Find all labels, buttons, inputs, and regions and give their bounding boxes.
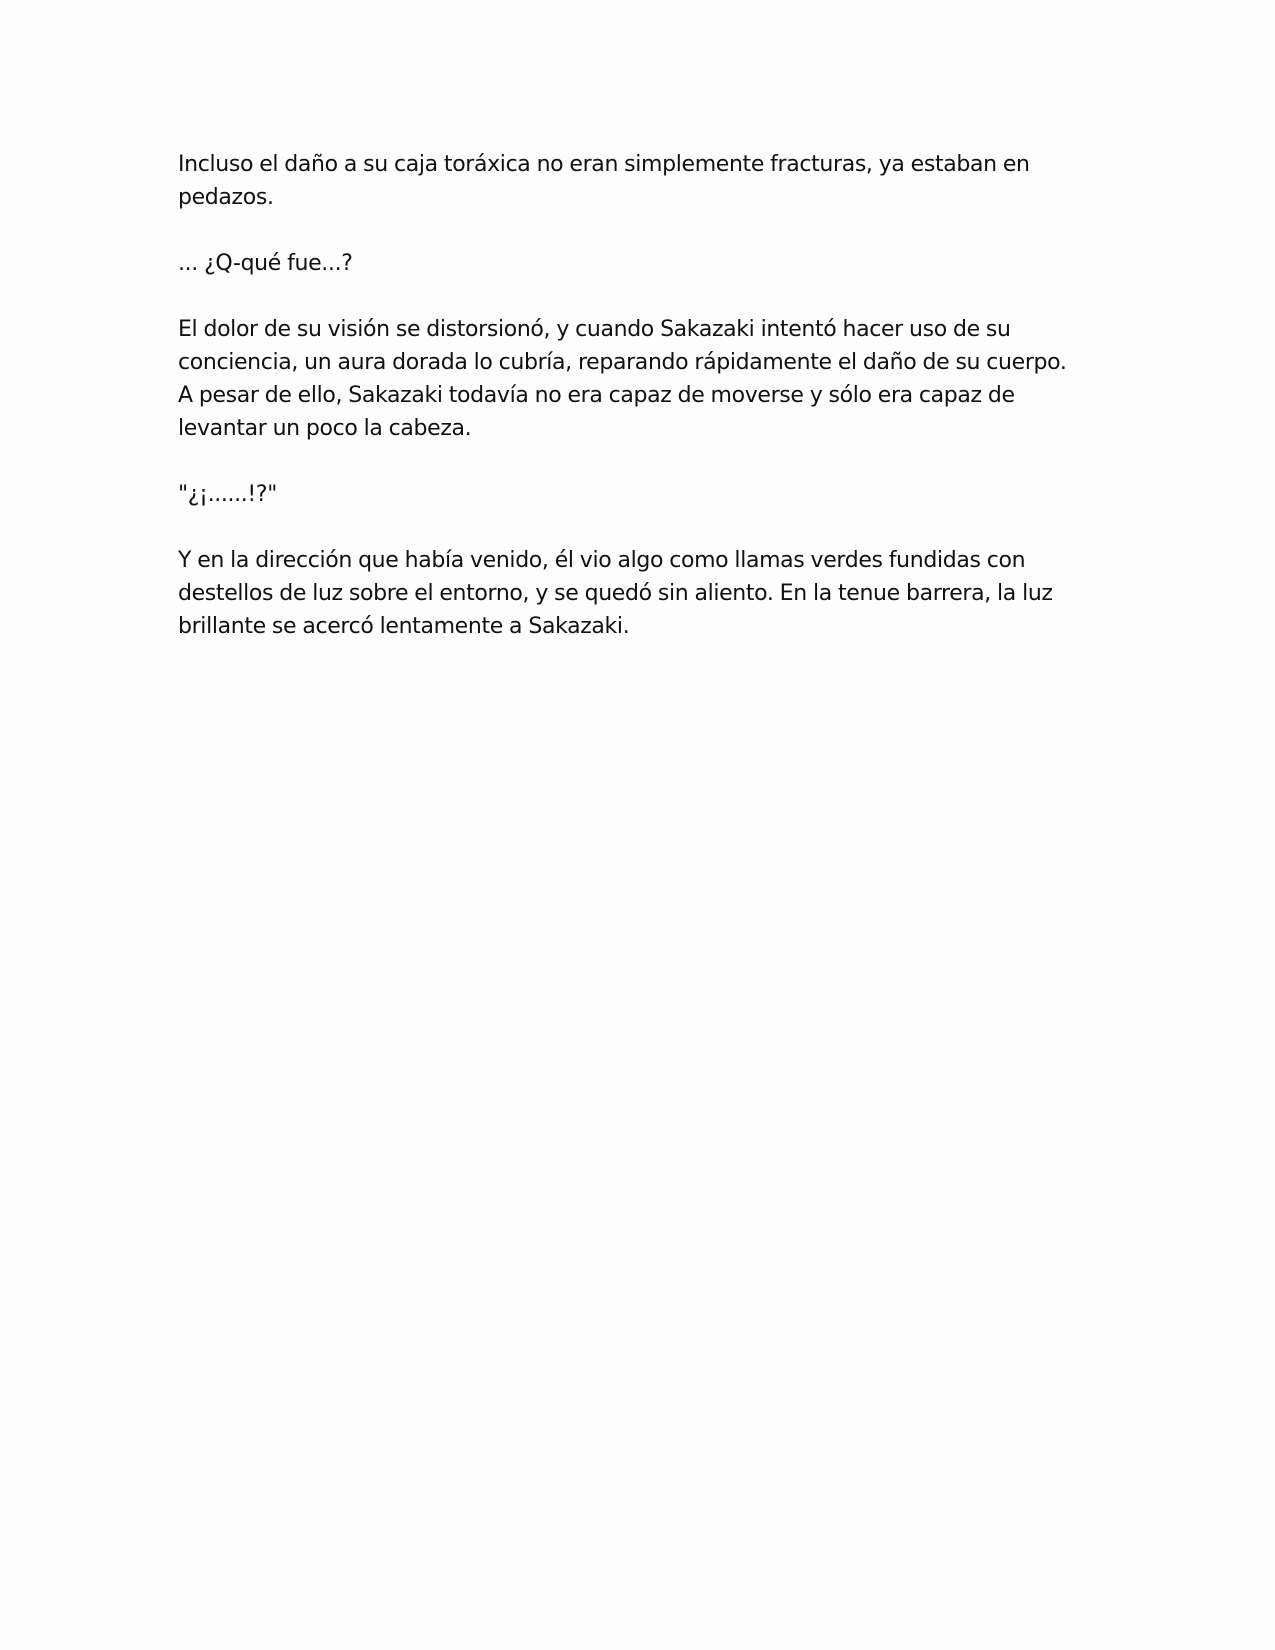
paragraph	[178, 247, 1108, 280]
text-line: levantar un poco la cabeza.	[178, 416, 472, 441]
text-line: ... ¿Q-qué fue...?	[178, 251, 353, 276]
paragraph	[178, 148, 1108, 214]
text-line: pedazos.	[178, 185, 274, 210]
text-line: conciencia, un aura dorada lo cubría, reparando rápidamente el daño de su cuerpo.	[178, 350, 1067, 375]
text-line: "¿¡......!?"	[178, 482, 277, 507]
paragraph	[178, 544, 1108, 643]
text-line: El dolor de su visión se distorsionó, y cuando Sakazaki intentó hacer uso de su	[178, 317, 1011, 342]
text-line: Incluso el daño a su caja toráxica no eran simplemente fracturas, ya estaban en	[178, 152, 1030, 177]
text-line: A pesar de ello, Sakazaki todavía no era capaz de moverse y sólo era capaz de	[178, 383, 1015, 408]
text-line: destellos de luz sobre el entorno, y se quedó sin aliento. En la tenue barrera, la luz	[178, 581, 1053, 606]
document-body	[178, 148, 1108, 676]
text-line: Y en la dirección que había venido, él vio algo como llamas verdes fundidas con	[178, 548, 1026, 573]
paragraph	[178, 313, 1108, 445]
paragraph	[178, 478, 1108, 511]
text-line: brillante se acercó lentamente a Sakazaki.	[178, 614, 630, 639]
